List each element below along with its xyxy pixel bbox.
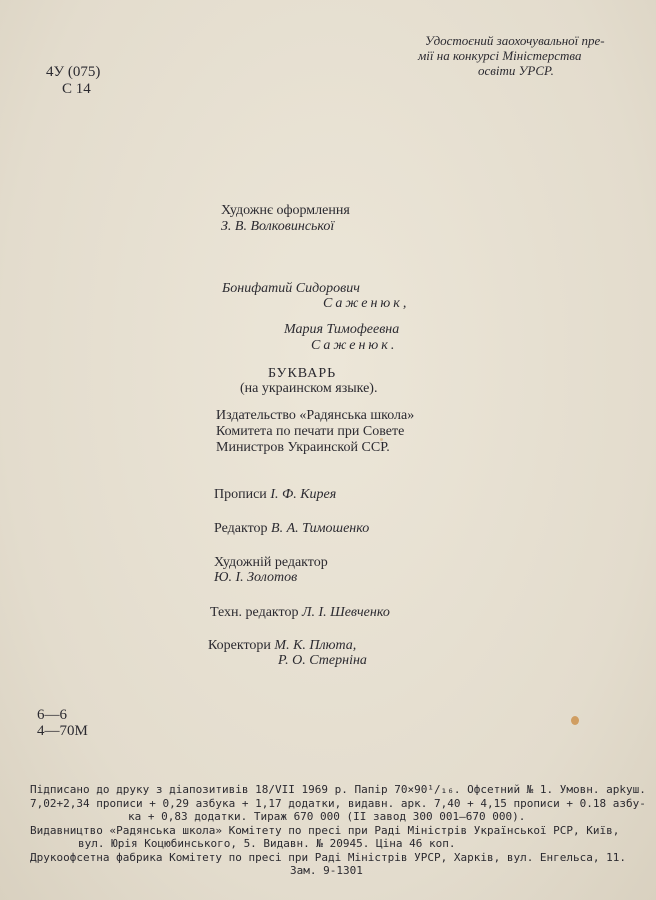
proofreader-1-name: М. К. Плюта, xyxy=(274,638,357,653)
art-design-label: Художнє оформлення xyxy=(221,203,350,218)
copybook-label: Прописи xyxy=(214,487,267,502)
award-note-line-3: освіти УРСР. xyxy=(478,63,554,78)
editor-name: В. А. Тимошенко xyxy=(271,521,370,536)
art-editor-label: Художній редактор xyxy=(214,555,328,570)
author-2-name: Мария Тимофеевна xyxy=(284,322,400,337)
tech-editor-name: Л. І. Шевченко xyxy=(301,605,390,620)
classification-author-mark: С 14 xyxy=(62,81,91,97)
imprint-line-2: 7,02+2,34 прописи + 0,29 азбука + 1,17 додатки, видавн. арк. 7,40 + 4,15 прописи + 0.18 азбу- xyxy=(30,797,646,810)
imprint-line-1: Підписано до друку з діапозитивів 18/VII 1969 р. Папір 70×90¹/₁₆. Офсетний № 1. Умовн. арkуш. xyxy=(30,783,646,796)
art-design-name: З. В. Волковинської xyxy=(221,219,335,234)
tech-editor-label: Техн. редактор xyxy=(210,605,299,620)
copybook-credit xyxy=(214,487,336,503)
imprint-line-7: Зам. 9-1301 xyxy=(290,864,363,877)
author-1-name: Бонифатий Сидорович xyxy=(222,281,360,296)
editor-credit xyxy=(214,521,369,537)
classification-index: 4У (075) xyxy=(46,64,101,80)
award-note-line-1: Удостоєний заохочувальної пре- xyxy=(425,33,605,48)
book-subtitle: (на украинском языке). xyxy=(240,381,378,396)
proofreader-2-name: Р. О. Стерніна xyxy=(278,653,367,668)
author-1-surname: Саженюк, xyxy=(323,296,410,311)
proofreaders-label: Коректори xyxy=(208,638,271,653)
publisher-line-3: Министров Украинской ССР. xyxy=(216,440,390,455)
publisher-line-1: Издательство «Радянська школа» xyxy=(216,408,415,423)
publisher-line-2: Комитета по печати при Совете xyxy=(216,424,405,439)
imprint-line-5: вул. Юрія Коцюбинського, 5. Видавн. № 20945. Ціна 46 коп. xyxy=(78,837,456,850)
order-code-1: 6—6 xyxy=(37,707,67,723)
imprint-line-4: Видавництво «Радянська школа» Комітету по пресі при Раді Міністрів Української РСР, Київ, xyxy=(30,824,620,837)
editor-label: Редактор xyxy=(214,521,268,536)
imprint-line-6: Друкоофсетна фабрика Комітету по пресі при Раді Міністрів УРСР, Харків, вул. Енгельса, 11. xyxy=(30,851,627,864)
foxing-spot xyxy=(571,716,579,725)
copybook-name: І. Ф. Кирея xyxy=(270,487,337,502)
proofreaders-credit xyxy=(208,638,356,654)
art-editor-name: Ю. І. Золотов xyxy=(214,570,298,585)
foxing-spot xyxy=(380,438,383,441)
book-title: БУКВАРЬ xyxy=(268,366,337,381)
author-2-surname: Саженюк. xyxy=(311,338,398,353)
award-note-line-2: мії на конкурсі Міністерства xyxy=(418,48,582,63)
imprint-line-3: ка + 0,83 додатки. Тираж 670 000 (ІІ завод 300 001—670 000). xyxy=(128,810,526,823)
tech-editor-credit xyxy=(210,605,390,621)
order-code-2: 4—70М xyxy=(37,723,88,739)
